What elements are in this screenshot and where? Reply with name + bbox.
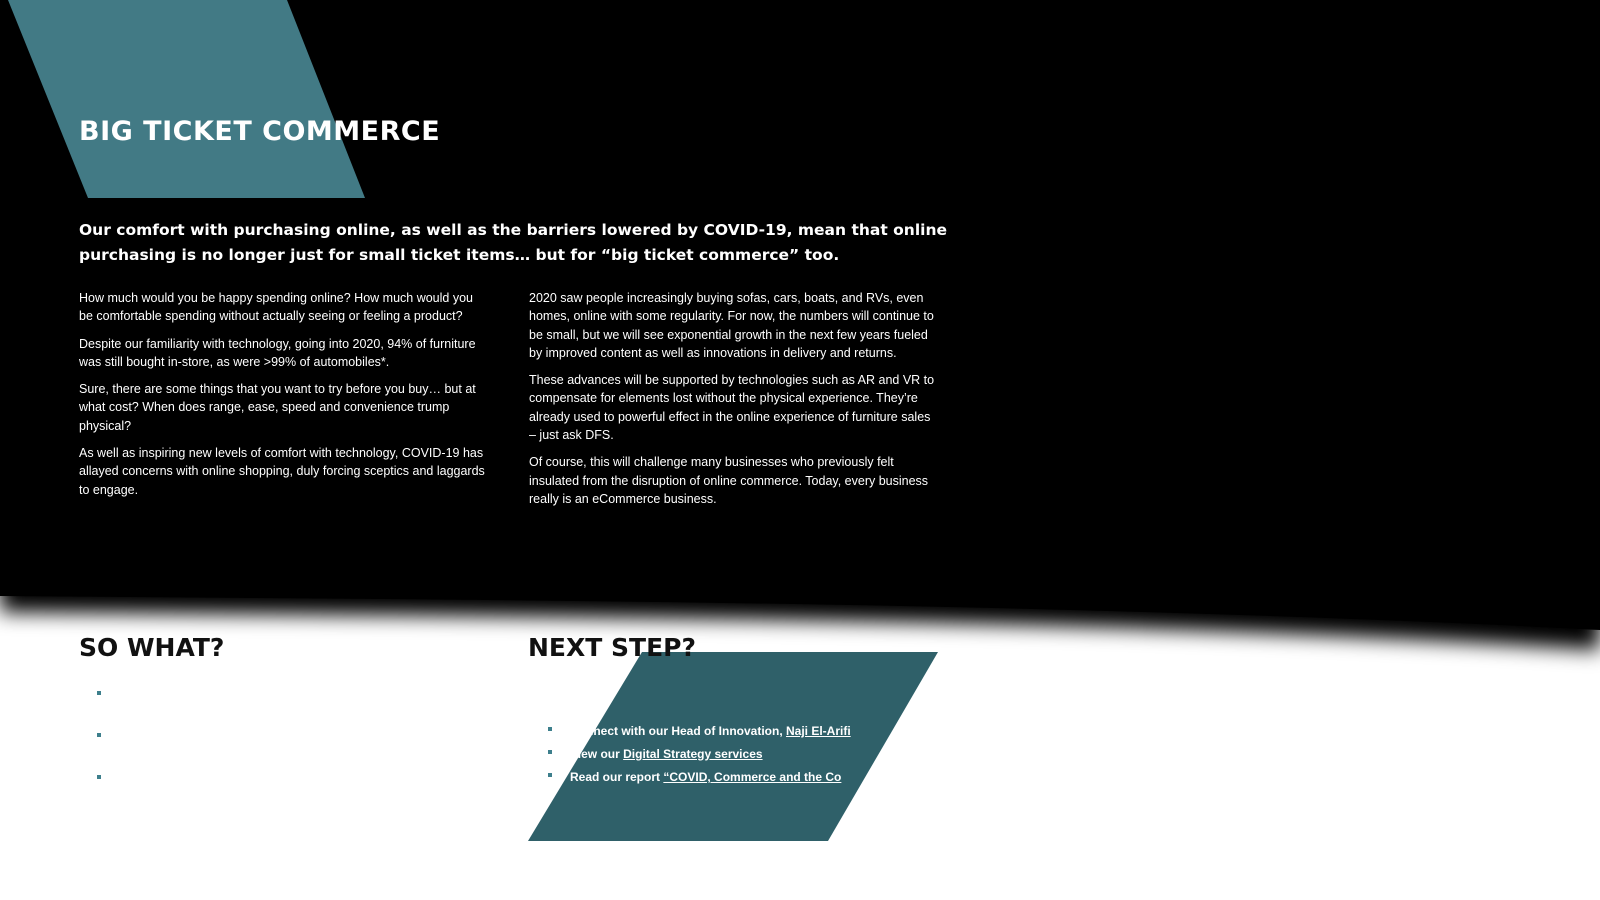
next-step-list — [548, 720, 928, 789]
lead-paragraph: Our comfort with purchasing online, as well as the barriers lowered by COVID-19, mean that online purchasing is no longer just for small ticket items… but for “big ticket commerce” too. — [79, 221, 948, 264]
naji-el-arifi-link[interactable]: Naji El-Arifi — [786, 724, 851, 738]
right-paragraph-2: These advances will be supported by technologies such as AR and VR to compensate for elements lost without the physical experience. They’re already used to powerful effect in the online experience of furniture sales – just ask DFS. — [529, 373, 935, 443]
next-step-item-3-text: Read our report — [570, 770, 664, 784]
left-paragraph-1: How much would you be happy spending online? How much would you be comfortable spending without actually seeing or feeling a product? — [79, 291, 473, 324]
right-paragraph-3: Of course, this will challenge many businesses who previously felt insulated from the disruption of online commerce. Today, every business really is an eCommerce business. — [529, 455, 929, 506]
so-what-item-1 — [97, 684, 457, 726]
teal-parallelogram-top — [0, 0, 380, 200]
covid-report-link[interactable]: “COVID, Commerce and the Co — [663, 770, 842, 784]
right-paragraph-1: 2020 saw people increasingly buying sofas, cars, boats, and RVs, even homes, online with some regularity. For now, the numbers will continue to be small, but we will see exponential growth in the next few years fueled by improved content as well as innovations in delivery and returns. — [529, 291, 934, 360]
so-what-item-2 — [97, 726, 457, 768]
page-title: BIG TICKET COMMERCE — [79, 116, 441, 147]
left-paragraph-2: Despite our familiarity with technology, going into 2020, 94% of furniture was still bought in-store, as were >99% of automobiles*. — [79, 336, 476, 369]
left-text-column — [79, 289, 489, 508]
left-paragraph-3: Sure, there are some things that you want to try before you buy… but at what cost? When does range, ease, speed and convenience trump physical? — [79, 382, 476, 433]
next-step-item-2-text: View our — [570, 747, 624, 761]
next-step-item-2 — [548, 743, 928, 766]
left-paragraph-4: As well as inspiring new levels of comfort with technology, COVID-19 has allayed concerns with online shopping, duly forcing sceptics and laggards to engage. — [79, 446, 485, 497]
right-text-column — [529, 289, 939, 517]
next-step-item-1 — [548, 720, 928, 743]
digital-strategy-link[interactable]: Digital Strategy services — [623, 747, 763, 761]
so-what-item-3 — [97, 768, 457, 810]
next-step-item-3 — [548, 766, 928, 789]
next-step-heading: NEXT STEP? — [528, 633, 696, 662]
so-what-heading: SO WHAT? — [79, 633, 225, 662]
next-step-item-1-text: Connect with our Head of Innovation, — [570, 724, 786, 738]
so-what-list — [97, 684, 457, 810]
